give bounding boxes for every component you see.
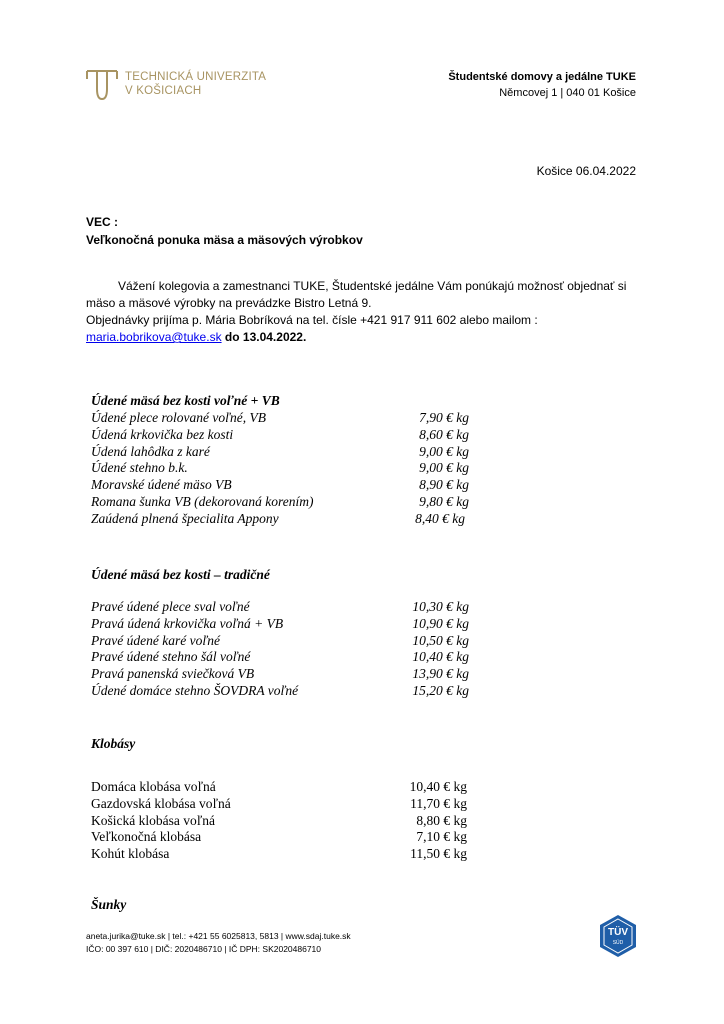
footer-contact-line: aneta.jurika@tuke.sk | tel.: +421 55 6025813, 5813 | www.sdaj.tuke.sk [86, 931, 351, 941]
price-row [91, 427, 481, 444]
item-price: 11,50 € kg [410, 846, 467, 862]
item-price: 8,90 € kg [419, 477, 469, 493]
item-name: Údená lahôdka z karé [91, 443, 210, 459]
item-price: 10,90 € kg [412, 615, 469, 631]
item-name: Kohút klobása [91, 846, 170, 862]
price-row [91, 666, 481, 683]
section-title-hams: Šunky [91, 897, 127, 912]
item-price: 13,90 € kg [412, 666, 469, 682]
price-row [91, 829, 481, 846]
item-name: Pravé údené karé voľné [91, 632, 220, 648]
price-row [91, 460, 481, 477]
item-price: 10,30 € kg [412, 599, 469, 614]
item-name: Pravá údená krkovička voľná + VB [91, 615, 284, 631]
item-name: Veľkonočná klobása [91, 829, 202, 845]
section-title-smoked-boneless: Údené mäsá bez kosti voľné + VB [91, 393, 280, 408]
logo-line-2: V KOŠICIACH [125, 85, 202, 97]
tuv-certification-badge [596, 914, 640, 958]
email-link[interactable]: maria.bobrikova@tuke.sk [86, 330, 222, 344]
item-name: Zaúdená plnená špecialita Appony [91, 510, 279, 526]
price-row [91, 494, 481, 511]
letter-date: Košice 06.04.2022 [536, 164, 636, 178]
item-price: 10,50 € kg [412, 632, 469, 648]
body-paragraph-1: Vážení kolegovia a zamestnanci TUKE, Študentské jedálne Vám ponúkajú možnosť objednať si mäso a mäsové výrobky na prevádzke Bistro Letná 9. [86, 279, 627, 310]
item-price: 9,00 € kg [419, 460, 469, 476]
item-name: Údená krkovička bez kosti [91, 426, 234, 442]
footer-ids-line: IČO: 00 397 610 | DIČ: 2020486710 | IČ DPH: SK2020486710 [86, 944, 322, 954]
logo-text [125, 70, 266, 98]
item-name: Košická klobása voľná [91, 812, 215, 828]
org-name: Študentské domovy a jedálne TUKE [448, 71, 636, 83]
item-name: Pravé údené plece sval voľné [91, 599, 250, 614]
price-row [91, 846, 481, 863]
price-list-smoked-traditional [91, 599, 481, 700]
item-name: Gazdovská klobása voľná [91, 795, 231, 811]
order-contact-line [86, 329, 646, 346]
price-row [91, 813, 481, 830]
item-price: 7,10 € kg [416, 829, 467, 845]
item-price: 10,40 € kg [409, 779, 467, 794]
item-price: 8,40 € kg [415, 510, 465, 526]
item-price: 9,80 € kg [419, 493, 469, 509]
price-row [91, 511, 481, 528]
price-row [91, 779, 481, 796]
org-address: Němcovej 1 | 040 01 Košice [499, 87, 636, 99]
item-name: Domáca klobása voľná [91, 779, 216, 794]
logo-line-1: TECHNICKÁ UNIVERZITA [125, 71, 267, 83]
item-name: Údené domáce stehno ŠOVDRA voľné [91, 682, 299, 698]
item-price: 10,40 € kg [412, 649, 469, 665]
price-list-sausages [91, 779, 481, 863]
order-deadline: do 13.04.2022. [221, 330, 307, 344]
item-name: Pravé údené stehno šál voľné [91, 649, 251, 665]
tuv-badge-text: TÜV [608, 927, 628, 938]
tuv-badge-subtext: SÜD [612, 940, 624, 946]
item-name: Romana šunka VB (dekorovaná korením) [91, 493, 314, 509]
price-row [91, 444, 481, 461]
price-row [91, 633, 481, 650]
sender-address [448, 69, 636, 101]
item-price: 8,60 € kg [419, 426, 469, 442]
price-row [91, 683, 481, 700]
tuv-badge-icon [596, 914, 640, 958]
price-row [91, 649, 481, 666]
price-row [91, 796, 481, 813]
subject-title: Veľkonočná ponuka mäsa a mäsových výrobkov [86, 233, 363, 247]
item-price: 7,90 € kg [419, 410, 469, 425]
item-price: 8,80 € kg [416, 812, 467, 828]
item-name: Moravské údené mäso VB [91, 477, 232, 493]
item-name: Údené stehno b.k. [91, 460, 188, 476]
item-price: 9,00 € kg [419, 443, 469, 459]
price-row [91, 477, 481, 494]
item-name: Údené plece rolované voľné, VB [91, 410, 266, 425]
price-row [91, 410, 481, 427]
body-text [86, 278, 646, 346]
section-title-sausages: Klobásy [91, 736, 136, 751]
price-row [91, 616, 481, 633]
body-paragraph-2: Objednávky prijíma p. Mária Bobríková na tel. čísle +421 917 911 602 alebo mailom : [86, 313, 538, 327]
footer [86, 930, 351, 956]
subject-label: VEC : [86, 215, 119, 229]
item-name: Pravá panenská sviečková VB [91, 666, 255, 682]
subject-block [86, 213, 363, 249]
tu-logo-icon [86, 69, 118, 101]
university-logo [86, 69, 286, 101]
item-price: 15,20 € kg [412, 682, 469, 698]
price-list-smoked-boneless [91, 410, 481, 528]
section-title-smoked-traditional: Údené mäsá bez kosti – tradičné [91, 567, 270, 582]
price-row [91, 599, 481, 616]
item-price: 11,70 € kg [410, 795, 467, 811]
